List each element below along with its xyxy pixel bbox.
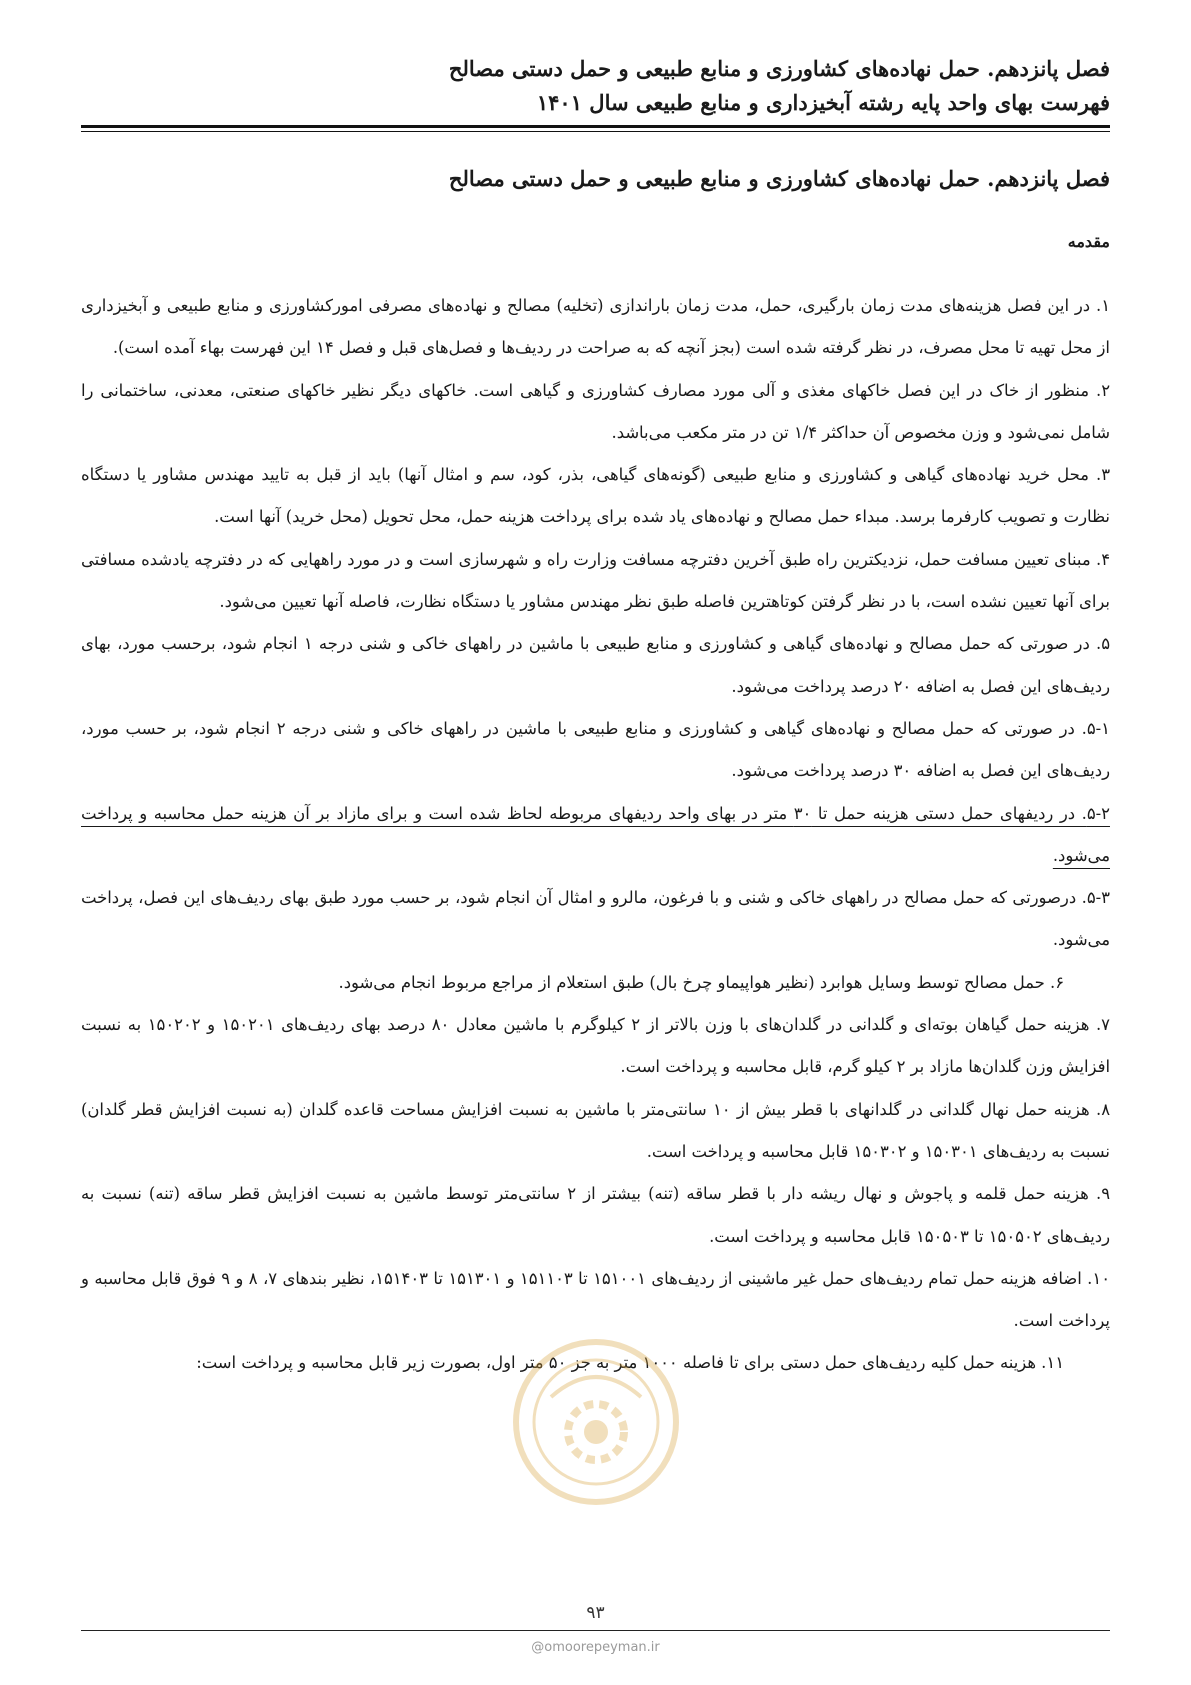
paragraph-11: ۱۱. هزینه حمل کلیه ردیف‌های حمل دستی برای تا فاصله ۱۰۰۰ متر به جز ۵۰ متر اول، بصورت زیر قابل محاسبه و پرداخت است: — [196, 1353, 1064, 1373]
paragraph-5-3: ۵-۳. درصورتی که حمل مصالح در راههای خاکی و شنی و با فرغون، مالرو و امثال آن انجام شود، بر حسب مورد طبق بهای ردیف‌های این فصل، پرداخت می‌شود. — [81, 888, 1110, 950]
paragraph-5-2: ۵-۲. در ردیفهای حمل دستی هزینه حمل تا ۳۰ متر در بهای واحد ردیفهای مربوطه لحاظ شده است و برای مازاد بر آن هزینه حمل محاسبه و پرداخت می‌شود. — [81, 803, 1110, 865]
paragraph-2: ۲. منظور از خاک در این فصل خاکهای مغذی و آلی مورد مصارف کشاورزی و گیاهی است. خاکهای دیگر نظیر خاکهای صنعتی، معدنی، ساختمانی را شامل نمی‌شود و وزن مخصوص آن حداکثر ۱/۴ تن در متر مکعب می‌باشد. — [81, 380, 1110, 442]
paragraph-5: ۵. در صورتی که حمل مصالح و نهاده‌های گیاهی و کشاورزی و منابع طبیعی با ماشین در راههای خاکی و شنی درجه ۱ انجام شود، برحسب مورد، بهای ردیف‌های این فصل به اضافه ۲۰ درصد پرداخت می‌شود. — [81, 634, 1111, 696]
paragraph-1: ۱. در این فصل هزینه‌های مدت زمان بارگیری، حمل، مدت زمان باراندازی (تخلیه) مصالح و نهاده‌های مصرفی اموركشاورزی و منابع طبیعی و آبخیزداری از محل تهیه تا محل مصرف، در نظر گرفته شده است (بجز آنچه که به صراحت در ردیف‌ها و فصل‌های قبل و فصل ۱۴ این فهرست بهاء آمده است). — [81, 296, 1110, 358]
section-heading-introduction: مقدمه — [1067, 232, 1110, 251]
running-header — [81, 52, 1110, 120]
header-divider-thick — [81, 125, 1110, 128]
chapter-title: فصل پانزدهم. حمل نهاده‌های کشاورزی و منابع طبیعی و حمل دستی مصالح — [448, 166, 1110, 191]
paragraph-9: ۹. هزینه حمل قلمه و پاجوش و نهال ریشه دار با قطر ساقه (تنه) بیشتر از ۲ سانتی‌متر توسط ماشین به نسبت افزایش قطر ساقه (تنه) نسبت به ردیف‌های ۱۵۰۵۰۲ تا ۱۵۰۵۰۳ قابل محاسبه و پرداخت است. — [81, 1184, 1110, 1246]
paragraph-7: ۷. هزینه حمل گیاهان بوته‌ای و گلدانی در گلدان‌های با وزن بالاتر از ۲ کیلوگرم با ماشین معادل ۸۰ درصد بهای ردیف‌های ۱۵۰۲۰۱ و ۱۵۰۲۰۲ به نسبت افزایش وزن گلدان‌ها مازاد بر ۲ کیلو گرم، قابل محاسبه و پرداخت است. — [81, 1015, 1110, 1077]
footer-divider — [81, 1630, 1110, 1631]
paragraph-4: ۴. مبنای تعیین مسافت حمل، نزدیکترین راه طبق آخرین دفترچه مسافت وزارت راه و شهرسازی است و در مورد راههایی که در دفترچه یادشده مسافتی برای آنها تعیین نشده است، با در نظر گرفتن کوتاهترین فاصله طبق نظر مهندس مشاور یا دستگاه نظارت، فاصله آنها تعیین می‌شود. — [81, 549, 1110, 612]
page-number: ۹۳ — [586, 1603, 605, 1623]
header-chapter-title: فصل پانزدهم. حمل نهاده‌های کشاورزی و منابع طبیعی و حمل دستی مصالح — [448, 56, 1110, 81]
header-divider-thin — [81, 131, 1110, 132]
paragraph-6: ۶. حمل مصالح توسط وسایل هوابرد (نظیر هواپیماو چرخ بال) طبق استعلام از مراجع مربوط انجام می‌شود. — [338, 972, 1064, 992]
paragraph-5-1: ۵-۱. در صورتی که حمل مصالح و نهاده‌های گیاهی و کشاورزی و منابع طبیعی با ماشین در راههای خاکی و شنی درجه ۲ انجام شود، بر حسب مورد، ردیف‌های این فصل به اضافه ۳۰ درصد پرداخت می‌شود. — [81, 718, 1110, 781]
body-text — [81, 285, 1110, 1385]
footer-website: @omoorepeyman.ir — [531, 1640, 660, 1655]
paragraph-8: ۸. هزینه حمل نهال گلدانی در گلدانهای با قطر بیش از ۱۰ سانتی‌متر با ماشین به نسبت افزایش مساحت قاعده گلدان (به نسبت افزایش قطر گلدان) نسبت به ردیف‌های ۱۵۰۳۰۱ و ۱۵۰۳۰۲ قابل محاسبه و پرداخت است. — [81, 1099, 1111, 1161]
header-document-title: فهرست بهای واحد پایه رشته آبخیزداری و منابع طبیعی سال ۱۴۰۱ — [536, 90, 1110, 115]
paragraph-10: ۱۰. اضافه هزینه حمل تمام ردیف‌های حمل غیر ماشینی از ردیف‌های ۱۵۱۰۰۱ تا ۱۵۱۱۰۳ و ۱۵۱۳۰۱ تا ۱۵۱۴۰۳، نظیر بندهای ۷، ۸ و ۹ فوق قابل محاسبه و پرداخت است. — [81, 1268, 1111, 1331]
paragraph-3: ۳. محل خرید نهاده‌های گیاهی و کشاورزی و منابع طبیعی (گونه‌های گیاهی، بذر، کود، سم و امثال آنها) باید از قبل به تایید مهندس مشاور یا دستگاه نظارت و تصویب کارفرما برسد. مبداء حمل مصالح و نهاده‌های یاد شده برای پرداخت هزینه حمل، محل تحویل (محل خرید) آنها است. — [81, 465, 1110, 527]
